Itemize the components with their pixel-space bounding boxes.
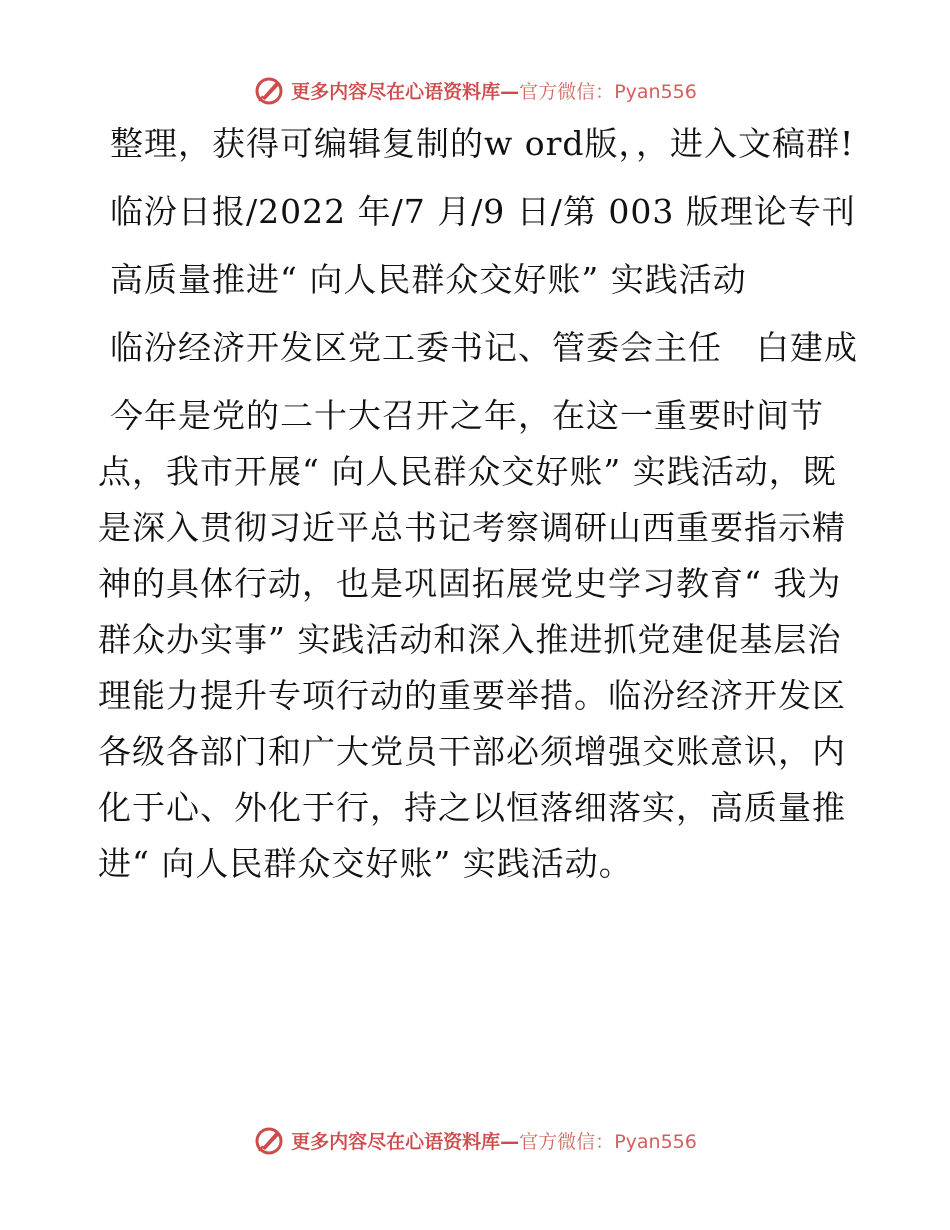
banner-wechat-id: Pyan556 <box>614 80 697 103</box>
quill-logo-icon <box>253 74 285 106</box>
banner-wechat-id: Pyan556 <box>614 1130 697 1153</box>
footer-watermark-banner <box>0 1120 950 1160</box>
body-paragraph: 今年是党的二十大召开之年，在这一重要时间节点，我市开展“ 向人民群众交好账” 实践活动，既是深入贯彻习近平总书记考察调研山西重要指示精神的具体行动，也是巩固拓展党史学习教育“ 我为群众办实事” 实践活动和深入推进抓党建促基层治理能力提升专项行动的重要举措。临汾经济开发区各级各部门和广大党员干部必须增强交账意识，内化于心、外化于行，持之以恒落细落实，高质量推进“ 向人民群众交好账” 实践活动。 <box>98 396 846 883</box>
banner-separator: — <box>500 80 520 103</box>
source-line: 临汾日报/2022 年/7 月/9 日/第 003 版理论专刊 <box>110 192 856 231</box>
banner-text <box>291 1127 697 1154</box>
quill-logo-icon <box>253 1124 285 1156</box>
banner-text <box>291 77 697 104</box>
banner-main-text: 更多内容尽在心语资料库 <box>291 1130 501 1153</box>
banner-separator: — <box>500 1130 520 1153</box>
intro-paragraph: 整理，获得可编辑复制的w ord版，，进入文稿群! <box>110 124 855 163</box>
document-body <box>98 116 858 892</box>
header-watermark-banner <box>0 70 950 110</box>
banner-wechat-label: 官方微信： <box>519 80 615 103</box>
banner-main-text: 更多内容尽在心语资料库 <box>291 80 501 103</box>
banner-wechat-label: 官方微信： <box>519 1130 615 1153</box>
article-title: 高质量推进“ 向人民群众交好账” 实践活动 <box>110 260 747 299</box>
author-line: 临汾经济开发区党工委书记、管委会主任 白建成 <box>110 328 858 367</box>
